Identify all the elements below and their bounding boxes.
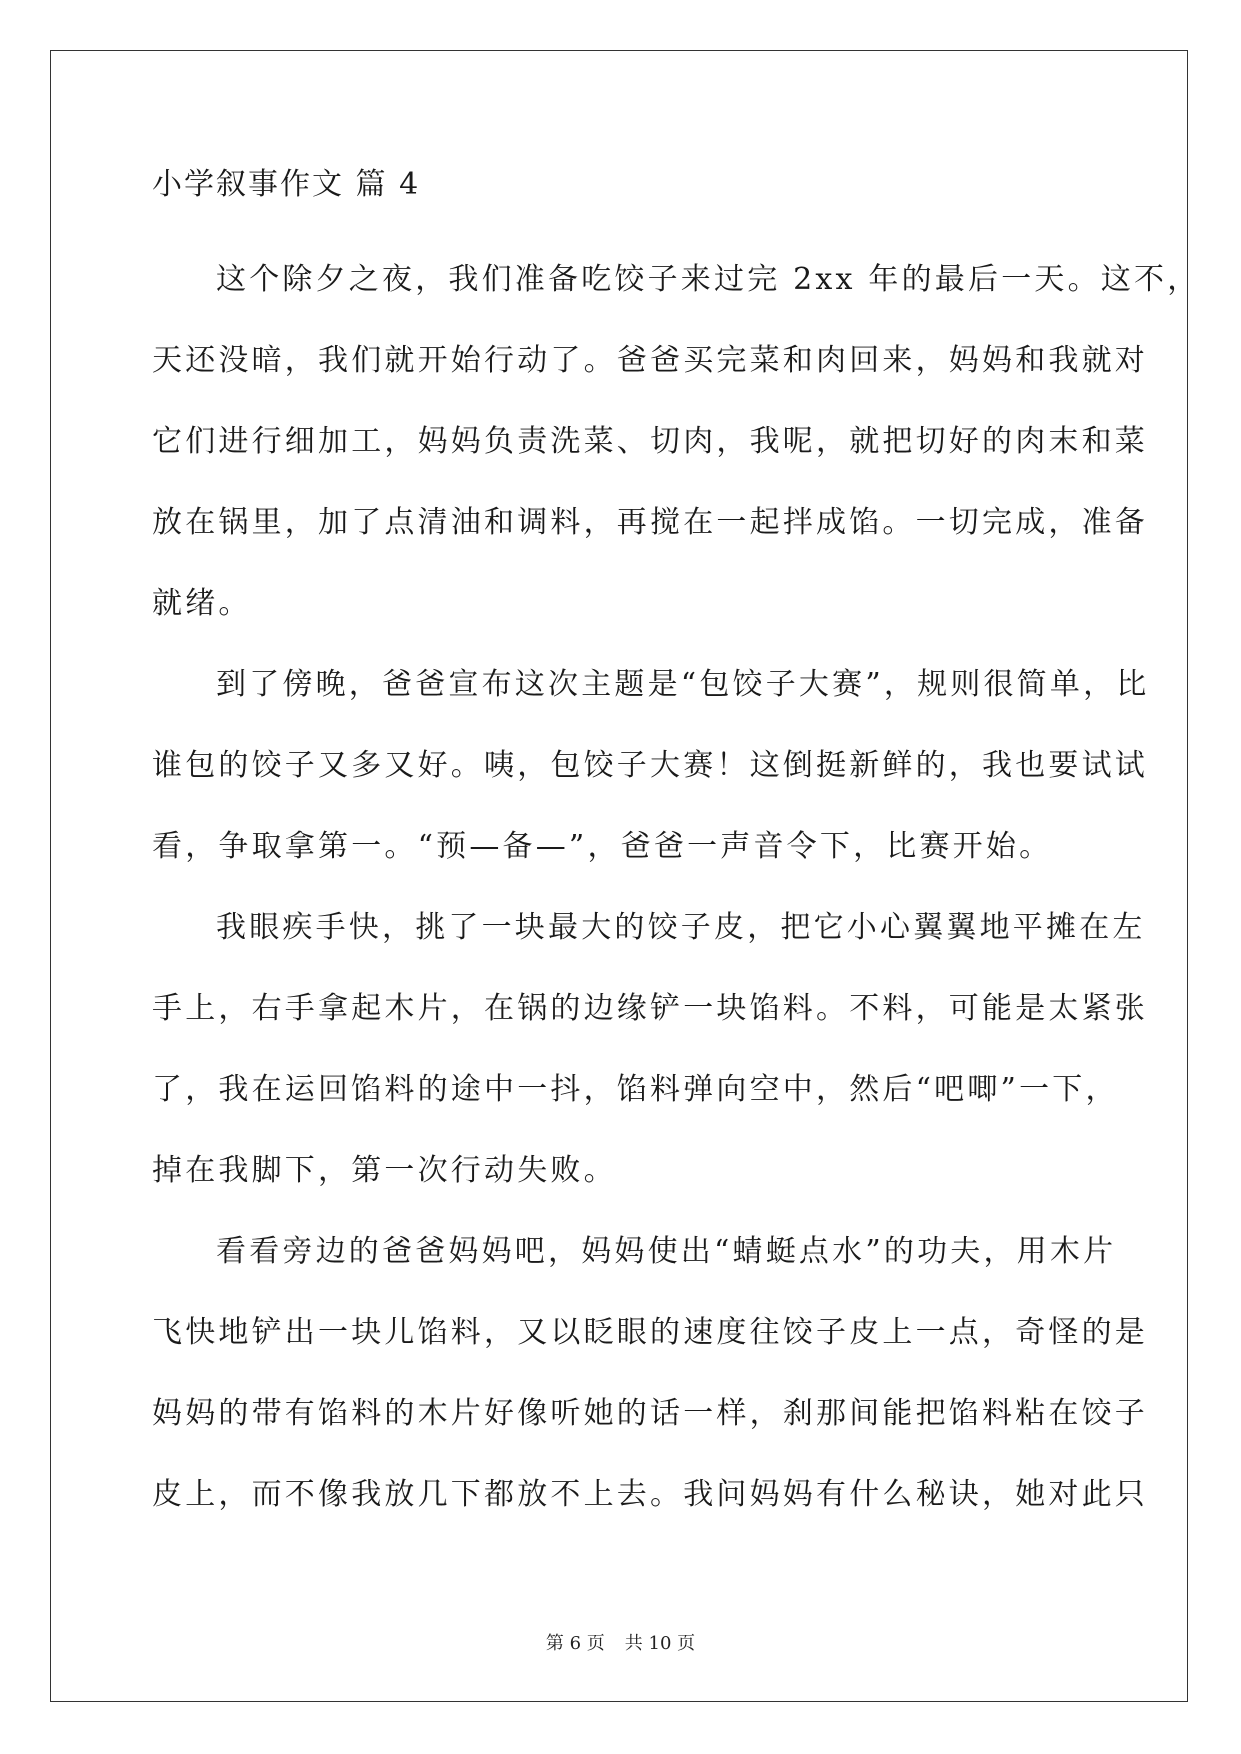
paragraph-line: 手上，右手拿起木片，在锅的边缘铲一块馅料。不料，可能是太紧张 [152,991,1148,1026]
page-total: 共 10 页 [624,1633,696,1654]
document-body [152,165,1201,1535]
paragraph-line: 就绪。 [152,586,252,621]
paragraph-line: 了，我在运回馅料的途中一抖，馅料弹向空中，然后“吧唧”一下， [152,1072,1119,1107]
paragraph-line: 看，争取拿第一。“预—备—”，爸爸一声音令下，比赛开始。 [152,829,1053,864]
paragraph-line: 这个除夕之夜，我们准备吃饺子来过完 2xx 年的最后一天。这不， [216,262,1201,297]
paragraph-line: 妈妈的带有馅料的木片好像听她的话一样，刹那间能把馅料粘在饺子 [152,1396,1148,1431]
document-title: 小学叙事作文 篇 4 [152,167,421,202]
paragraph-line: 掉在我脚下，第一次行动失败。 [152,1153,617,1188]
paragraph-3 [152,887,1148,1211]
paragraph-line: 到了傍晚，爸爸宣布这次主题是“包饺子大赛”，规则很简单，比 [216,667,1150,702]
paragraph-4 [152,1211,1148,1535]
paragraph-line: 它们进行细加工，妈妈负责洗菜、切肉，我呢，就把切好的肉末和菜 [152,424,1148,459]
page-footer [0,1632,1241,1656]
page-number: 第 6 页 [545,1633,605,1654]
paragraph-line: 天还没暗，我们就开始行动了。爸爸买完菜和肉回来，妈妈和我就对 [152,343,1148,378]
paragraph-line: 谁包的饺子又多又好。咦，包饺子大赛！这倒挺新鲜的，我也要试试 [152,748,1148,783]
paragraph-line: 飞快地铲出一块儿馅料，又以眨眼的速度往饺子皮上一点，奇怪的是 [152,1315,1148,1350]
paragraph-line: 我眼疾手快，挑了一块最大的饺子皮，把它小心翼翼地平摊在左 [216,910,1146,945]
paragraph-2 [152,644,1150,887]
paragraph-line: 放在锅里，加了点清油和调料，再搅在一起拌成馅。一切完成，准备 [152,505,1148,540]
paragraph-line: 皮上，而不像我放几下都放不上去。我问妈妈有什么秘诀，她对此只 [152,1477,1148,1512]
paragraph-1 [152,239,1201,644]
paragraph-line: 看看旁边的爸爸妈妈吧，妈妈使出“蜻蜓点水”的功夫，用木片 [216,1234,1117,1269]
